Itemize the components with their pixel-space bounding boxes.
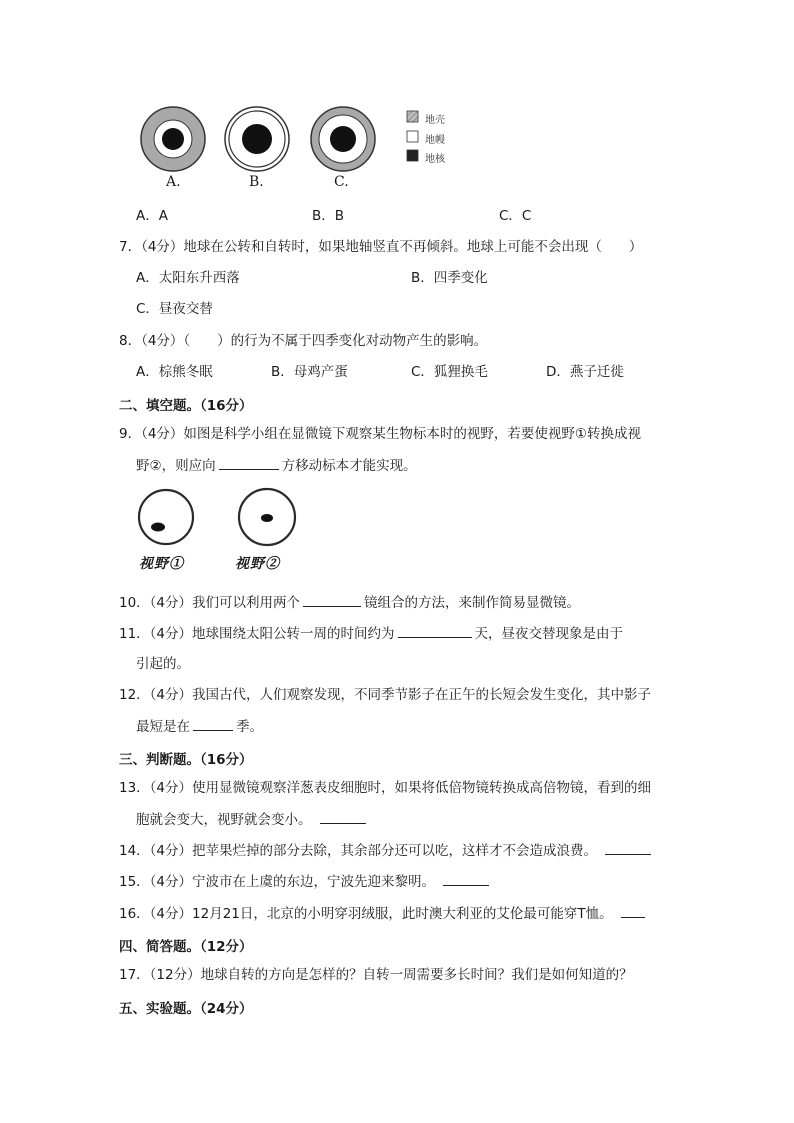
q11-middle: 天，昼夜交替现象是由于: [474, 626, 624, 642]
q10: [119, 593, 580, 612]
legend-mantle-label: 地幔: [425, 135, 445, 146]
q12-answer-blank[interactable]: [193, 717, 233, 731]
q12-line-2: [136, 717, 263, 736]
q11: [119, 624, 623, 643]
q15-answer-blank[interactable]: [443, 872, 489, 886]
q8-option-c: C．狐狸换毛: [411, 364, 488, 380]
q15-text: 15．（4分）宁波市在上虞的东边，宁波先迎来黎明。: [119, 874, 436, 890]
q7-option-a: A．太阳东升西落: [136, 270, 240, 286]
q14-answer-blank[interactable]: [605, 841, 651, 855]
legend-mantle-swatch: [407, 131, 418, 142]
earth-structure-diagram: [136, 104, 466, 194]
q16-text: 16．（4分）12月21日，北京的小明穿羽绒服，此时澳大利亚的艾伦最可能穿T恤。: [119, 906, 613, 922]
q7-stem: 7．（4分）地球在公转和自转时，如果地轴竖直不再倾斜。地球上可能不会出现（ ）: [119, 239, 643, 255]
q6-option-c: C．C: [499, 208, 532, 224]
q12-line-2-start: 最短是在: [136, 719, 190, 735]
field-label-2: 视野②: [235, 556, 280, 572]
q6-option-b: B．B: [312, 208, 345, 224]
legend-crust-label: 地壳: [425, 115, 445, 126]
q13-line-2: [136, 810, 369, 829]
earth-model-b: [225, 107, 289, 171]
caption-a: A.: [166, 174, 181, 190]
section-experiment-heading: 五、实验题。（24分）: [119, 1001, 253, 1017]
q9-line-2-start: 野②，则应向: [136, 458, 216, 474]
q13-line-2-text: 胞就会变大，视野就会变小。: [136, 812, 312, 828]
q8-option-a: A．棕熊冬眠: [136, 364, 213, 380]
legend-crust-swatch: [407, 111, 418, 122]
q8-option-d: D．燕子迁徙: [546, 364, 624, 380]
section-fill-in-heading: 二、填空题。（16分）: [119, 398, 253, 414]
caption-c: C.: [334, 174, 349, 190]
legend-core-label: 地核: [425, 154, 445, 165]
q14: [119, 841, 654, 860]
microscope-field-diagram: [134, 487, 310, 547]
q11-end: 引起的。: [136, 656, 190, 672]
q13-line-1: 13．（4分）使用显微镜观察洋葱表皮细胞时，如果将低倍物镜转换成高倍物镜，看到的细: [119, 780, 652, 796]
field-of-view-2: [239, 489, 295, 545]
earth-structure-figure: [136, 104, 466, 194]
q6-option-a: A．A: [136, 208, 168, 224]
q10-start: 10．（4分）我们可以利用两个: [119, 595, 301, 611]
earth-model-a: [141, 107, 205, 171]
q12-line-1: 12．（4分）我国古代，人们观察发现，不同季节影子在正午的长短会发生变化，其中影子: [119, 687, 652, 703]
field-label-1: 视野①: [139, 556, 184, 572]
q13-answer-blank[interactable]: [320, 810, 366, 824]
q7-option-c: C．昼夜交替: [136, 301, 213, 317]
q11-answer-blank[interactable]: [398, 624, 472, 638]
q8-stem: 8．（4分）（ ）的行为不属于四季变化对动物产生的影响。: [119, 333, 488, 349]
q11-start: 11．（4分）地球围绕太阳公转一周的时间约为: [119, 626, 395, 642]
q14-text: 14．（4分）把苹果烂掉的部分去除，其余部分还可以吃，这样才不会造成浪费。: [119, 843, 598, 859]
q9-line-1: 9．（4分）如图是科学小组在显微镜下观察某生物标本时的视野，若要使视野①转换成视: [119, 426, 642, 442]
q9-line-2-end: 方移动标本才能实现。: [281, 458, 417, 474]
q15: [119, 872, 492, 891]
q9-line-2: [136, 456, 417, 475]
q10-answer-blank[interactable]: [303, 593, 361, 607]
q12-line-2-end: 季。: [236, 719, 263, 735]
field-of-view-1: [139, 490, 193, 544]
section-true-false-heading: 三、判断题。（16分）: [119, 752, 253, 768]
q16-answer-blank[interactable]: [621, 904, 645, 918]
section-short-answer-heading: 四、简答题。（12分）: [119, 939, 253, 955]
q8-option-b: B．母鸡产蛋: [271, 364, 348, 380]
q17: 17．（12分）地球自转的方向是怎样的？自转一周需要多长时间？我们是如何知道的？: [119, 967, 633, 983]
q9-answer-blank[interactable]: [219, 456, 279, 470]
q7-option-b: B．四季变化: [411, 270, 488, 286]
caption-b: B.: [249, 174, 264, 190]
q16: [119, 904, 648, 923]
q10-end: 镜组合的方法，来制作简易显微镜。: [364, 595, 581, 611]
earth-model-c: [311, 107, 375, 171]
legend-core-swatch: [407, 150, 418, 161]
